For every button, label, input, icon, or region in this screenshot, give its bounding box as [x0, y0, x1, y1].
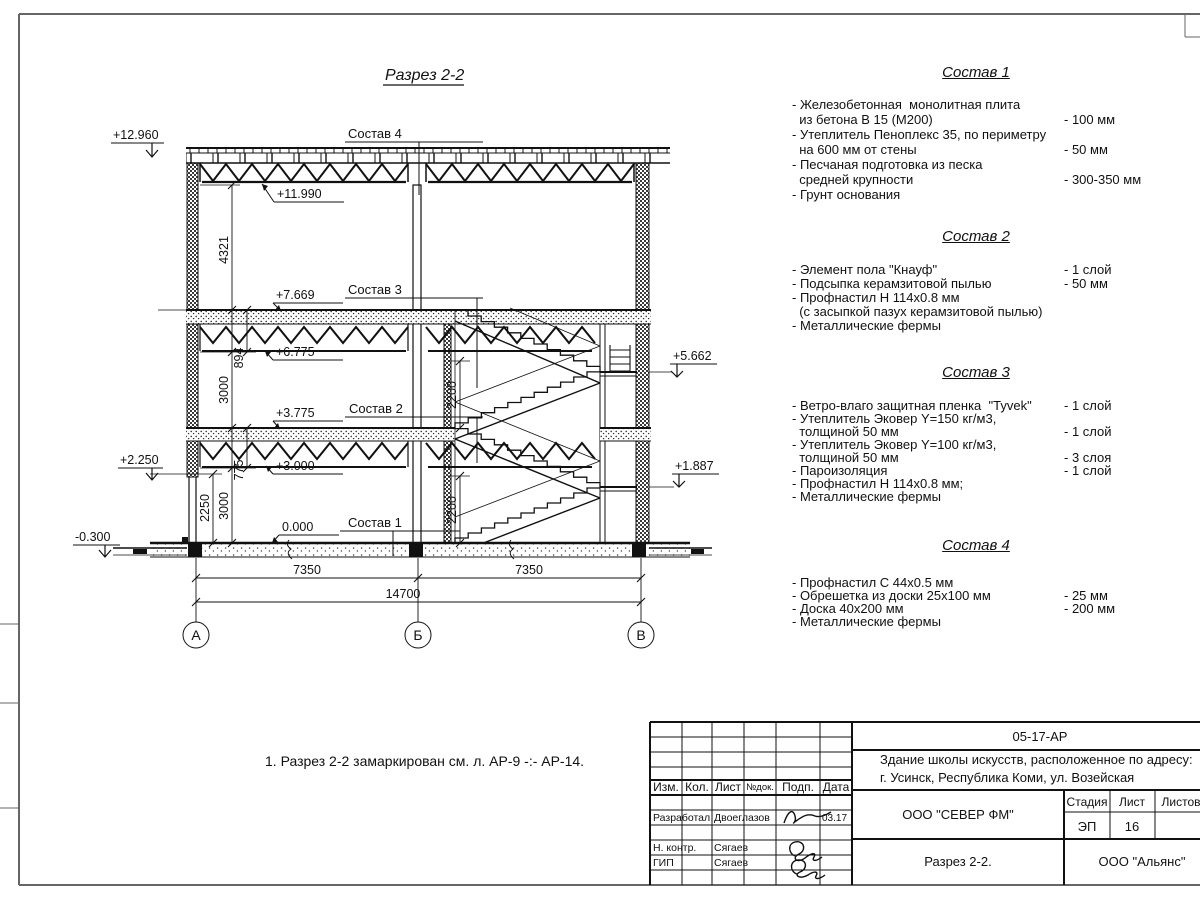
drawing-title-text: Разрез 2-2: [385, 67, 465, 84]
tb-name-developer: Двоеглазов: [714, 812, 770, 824]
spec-item: - Ветро-влаго защитная пленка "Tyvek" - 1 слой: [792, 398, 1112, 413]
axis-label-b: Б: [413, 627, 423, 643]
spec-block-3: [792, 399, 1192, 503]
spec-header-4: Состав 4: [942, 537, 1010, 554]
dim-roof-height: 4321: [217, 236, 231, 264]
roof: [186, 148, 670, 182]
elevation-ground: -0.300: [75, 530, 111, 544]
walls: [182, 150, 649, 543]
dim-floor2-thick: 775: [232, 459, 246, 481]
drawing-note: 1. Разрез 2-2 замаркирован см. л. АР-9 -:- АР-14.: [265, 753, 585, 769]
tb-project-line2: г. Усинск, Республика Коми, ул. Возейская: [880, 770, 1135, 785]
roof-truss-span1: [200, 164, 408, 181]
spec-header-1: Состав 1: [942, 64, 1010, 81]
spec-item: - Грунт основания: [792, 187, 901, 202]
tb-col-izm: Изм.: [653, 780, 679, 794]
elevation-landing2: +5.662: [673, 349, 712, 363]
elevation-zero: 0.000: [282, 520, 314, 534]
spec-item: - Профнастил С 44х0.5 мм: [792, 575, 954, 590]
tb-sheet-number: 16: [1124, 819, 1140, 834]
tb-col-podp: Подп.: [782, 780, 814, 794]
tb-sheet-title: Разрез 2-2.: [924, 854, 992, 869]
spec-item: - Металлические фермы: [792, 614, 941, 629]
spec-item: - Профнастил Н 114х0.8 мм;: [792, 476, 964, 491]
dim-span1: 7350: [293, 563, 321, 577]
tb-col-data: Дата: [822, 780, 850, 794]
tb-col-kol: Кол.: [685, 780, 709, 794]
tb-contractor: ООО "Альянс": [1098, 854, 1186, 869]
spec-header-3: Состав 3: [942, 364, 1010, 381]
spec-item: - Утеплитель Пеноплекс 35, по периметру: [792, 127, 1047, 142]
spec-item: из бетона В 15 (М200) - 100 мм: [792, 112, 1116, 127]
axis-label-v: В: [636, 627, 646, 643]
dim-span2: 7350: [515, 563, 543, 577]
signature-ncontrol: [790, 842, 822, 861]
elevation-floor3-bottom: +6.775: [276, 345, 315, 359]
roof-truss-span2: [426, 164, 634, 181]
stair-flight-1a: [455, 488, 600, 543]
spec-item: - Металлические фермы: [792, 489, 941, 504]
spec-block-4: [792, 576, 1192, 628]
wall-axis-v: [636, 150, 649, 543]
tb-date-developer: 03.17: [822, 813, 848, 824]
label-sostav2: Состав 2: [349, 401, 403, 416]
spec-item: - Элемент пола "Кнауф" - 1 слой: [792, 262, 1112, 277]
elevation-landing1: +1.887: [675, 459, 714, 473]
tb-col-list: Лист: [714, 780, 742, 794]
spec-item: - Доска 40х200 мм - 200 мм: [792, 601, 1116, 616]
elevation-roof-top: +12.960: [113, 128, 159, 142]
elevation-floor3-top: +7.669: [276, 288, 315, 302]
tb-col-ndok: №док.: [746, 782, 774, 793]
horizontal-dimensions: [183, 558, 654, 648]
tb-doc-number: 05-17-АР: [1012, 729, 1068, 744]
dim-clear-height-1: 2200: [445, 496, 459, 524]
landing-wall: [600, 310, 605, 543]
label-sostav1: Состав 1: [348, 515, 402, 530]
spec-item: средней крупности - 300-350 мм: [792, 172, 1142, 187]
tb-stage-label: Стадия: [1066, 795, 1108, 809]
spec-item: толщиной 50 мм - 3 слоя: [792, 450, 1112, 465]
tb-sheets-label: Листов: [1161, 795, 1200, 809]
spec-header-2: Состав 2: [942, 228, 1010, 245]
roof-access-ladder: [610, 345, 630, 372]
tb-role-developer: Разработал: [653, 812, 711, 824]
spec-item: - Утеплитель Эковер Y=100 кг/м3,: [792, 437, 997, 452]
spec-item: (с засыпкой пазух керамзитовой пылью): [792, 304, 1043, 319]
spec-block-2: [792, 263, 1192, 333]
tb-stage-value: ЭП: [1077, 819, 1097, 834]
dim-total: 14700: [385, 587, 421, 601]
spec-item: - Железобетонная монолитная плита: [792, 97, 1021, 112]
dim-canopy-height: 2250: [198, 494, 212, 522]
dim-storey2: 3000: [217, 376, 231, 404]
dim-storey1: 3000: [217, 492, 231, 520]
tb-role-gip: ГИП: [653, 857, 674, 869]
spec-item: - Профнастил Н 114х0.8 мм: [792, 290, 960, 305]
spec-item: - Утеплитель Эковер Y=150 кг/м3,: [792, 411, 997, 426]
spec-item: - Металлические фермы: [792, 318, 941, 333]
label-sostav3: Состав 3: [348, 282, 402, 297]
spec-item: - Песчаная подготовка из песка: [792, 157, 983, 172]
tb-project-line1: Здание школы искусств, расположенное по адресу:: [880, 752, 1193, 767]
title-block: [650, 722, 1200, 885]
label-sostav4: Состав 4: [348, 126, 402, 141]
dim-floor3-thick: 894: [232, 347, 246, 369]
tb-name-ncontrol: Сягаев: [714, 842, 749, 854]
elevation-floor2-top: +3.775: [276, 406, 315, 420]
composition-labels: [340, 126, 483, 556]
floor2-truss-span1: [200, 443, 408, 459]
axis-label-a: А: [191, 627, 201, 643]
elevation-roof-bottom: +11.990: [277, 187, 322, 201]
dim-clear-height-2: 2200: [445, 381, 459, 409]
elevation-canopy: +2.250: [120, 453, 159, 467]
tb-sheet-label: Лист: [1118, 795, 1146, 809]
spec-item: - Обрешетка из доски 25х100 мм - 25 мм: [792, 588, 1108, 603]
tb-role-ncontrol: Н. контр.: [653, 842, 697, 854]
floor3-truss-span1: [200, 327, 408, 343]
spec-item: толщиной 50 мм - 1 слой: [792, 424, 1112, 439]
tb-company: ООО "СЕВЕР ФМ": [902, 807, 1014, 822]
tb-name-gip: Сягаев: [714, 857, 749, 869]
wall-axis-b: [413, 185, 421, 543]
elevation-floor2-bottom: +3.000: [276, 459, 315, 473]
spec-item: - Подсыпка керамзитовой пылью - 50 мм: [792, 276, 1108, 291]
spec-block-1: [792, 97, 1192, 202]
drawing-title: [383, 67, 464, 85]
spec-item: на 600 мм от стены - 50 мм: [792, 142, 1108, 157]
spec-item: - Пароизоляция - 1 слой: [792, 463, 1112, 478]
